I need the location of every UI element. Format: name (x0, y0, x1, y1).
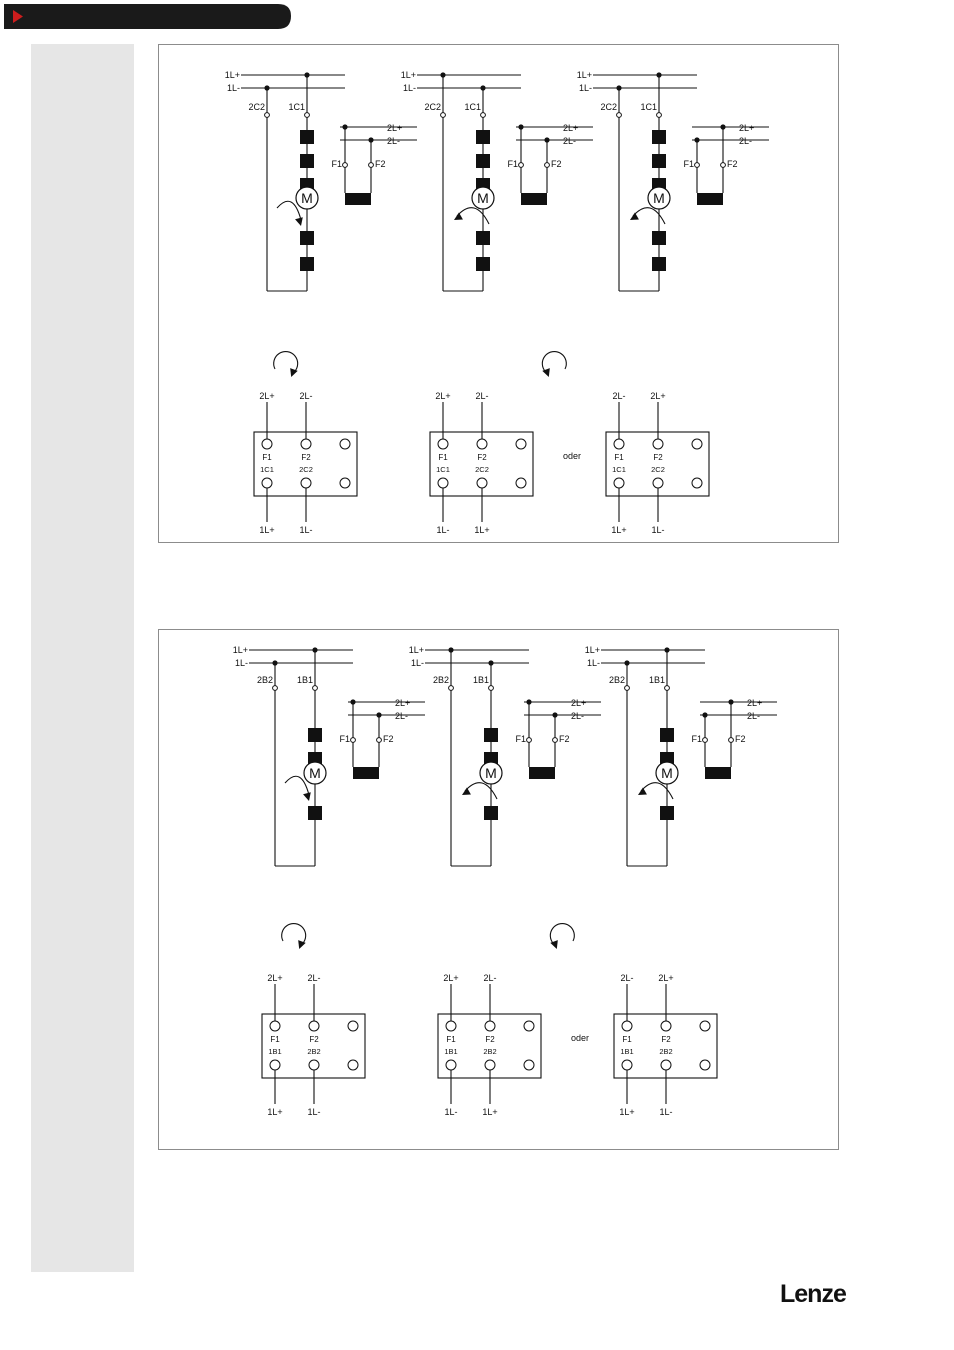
section-tab (4, 4, 291, 29)
label-armature-left: 2B2 (256, 675, 273, 685)
terminal-circle (348, 1021, 358, 1031)
rotation-arrow (638, 783, 673, 799)
winding-block (484, 728, 498, 742)
wiring-diagram-1 (159, 45, 838, 542)
terminal-circle (449, 686, 454, 691)
terminal-circle (519, 163, 524, 168)
terminal-circle (270, 1021, 280, 1031)
label-2L-plus: 2L+ (395, 698, 411, 708)
terminal-circle (524, 1060, 534, 1070)
label-top-right: 2L+ (650, 391, 666, 401)
label-F1: F1 (438, 453, 448, 462)
label-bottom-left: 1L+ (267, 1107, 283, 1117)
motor-label: M (309, 765, 321, 781)
label-2L-plus: 2L+ (739, 123, 755, 133)
terminal-circle (273, 686, 278, 691)
label-bottom-right: 1L- (659, 1107, 673, 1117)
winding-block (652, 257, 666, 271)
label-armature-left: 1C1 (436, 465, 450, 474)
winding-block (484, 806, 498, 820)
label-armature-left: 1C1 (612, 465, 626, 474)
arrow-head (295, 217, 303, 226)
motor-label: M (485, 765, 497, 781)
winding-block (300, 257, 314, 271)
terminal-circle (729, 738, 734, 743)
label-1L-plus: 1L+ (576, 70, 592, 80)
label-bottom-right: 1L- (651, 525, 665, 535)
rotation-arrow (462, 783, 497, 799)
terminal-circle (340, 439, 350, 449)
terminal-circle (653, 439, 663, 449)
label-F1: F1 (515, 734, 526, 744)
rotation-arrow (454, 208, 489, 224)
label-bottom-left: 1L+ (611, 525, 627, 535)
winding-block (652, 154, 666, 168)
terminal-circle (438, 478, 448, 488)
label-armature-right: 1C1 (288, 102, 305, 112)
wiring-diagram-2 (159, 630, 838, 1149)
arrow-head (303, 792, 311, 801)
label-top-left: 2L- (612, 391, 626, 401)
arrow-head (462, 788, 471, 795)
label-armature-right: 1B1 (296, 675, 313, 685)
motor-label: M (477, 190, 489, 206)
terminal-circle (446, 1060, 456, 1070)
label-1L-plus: 1L+ (400, 70, 416, 80)
winding-block (308, 728, 322, 742)
label-2L-plus: 2L+ (571, 698, 587, 708)
terminal-circle (625, 686, 630, 691)
terminal-circle (653, 478, 663, 488)
label-bottom-left: 1L- (444, 1107, 458, 1117)
label-bottom-left: 1L+ (619, 1107, 635, 1117)
label-F1: F1 (683, 159, 694, 169)
label-F2: F2 (375, 159, 386, 169)
winding-block (476, 130, 490, 144)
terminal-circle (343, 163, 348, 168)
terminal-circle (657, 113, 662, 118)
label-F1: F1 (262, 453, 272, 462)
label-armature-right: 2B2 (483, 1047, 497, 1056)
motor-label: M (301, 190, 313, 206)
terminal-circle (614, 478, 624, 488)
label-F1: F1 (446, 1035, 456, 1044)
label-F1: F1 (339, 734, 350, 744)
label-armature-right: 2C2 (651, 465, 665, 474)
winding-block (652, 231, 666, 245)
winding-block (300, 130, 314, 144)
terminal-circle (301, 439, 311, 449)
label-F1: F1 (614, 453, 624, 462)
label-bottom-left: 1L+ (259, 525, 275, 535)
label-1L-minus: 1L- (586, 658, 600, 668)
terminal-circle (524, 1021, 534, 1031)
label-F2: F2 (383, 734, 394, 744)
terminal-circle (700, 1060, 710, 1070)
terminal-circle (485, 1021, 495, 1031)
winding-block (660, 806, 674, 820)
terminal-circle (265, 113, 270, 118)
terminal-circle (305, 113, 310, 118)
terminal-circle (313, 686, 318, 691)
label-1L-minus: 1L- (402, 83, 416, 93)
label-2L-minus: 2L- (387, 136, 401, 146)
label-armature-right: 1C1 (640, 102, 657, 112)
winding-block (300, 231, 314, 245)
label-F2: F2 (661, 1035, 671, 1044)
label-1L-minus: 1L- (226, 83, 240, 93)
curved-arrow-icon (550, 924, 574, 949)
label-F2: F2 (653, 453, 663, 462)
label-top-right: 2L- (475, 391, 489, 401)
oder-label: oder (562, 451, 582, 461)
label-top-right: 2L- (307, 973, 321, 983)
label-bottom-left: 1L- (436, 525, 450, 535)
label-F2: F2 (477, 453, 487, 462)
label-top-left: 2L+ (259, 391, 275, 401)
arrow-head (454, 213, 463, 220)
terminal-circle (622, 1021, 632, 1031)
label-F2: F2 (301, 453, 311, 462)
terminal-circle (614, 439, 624, 449)
curved-arrow-icon (282, 924, 306, 949)
label-2L-plus: 2L+ (747, 698, 763, 708)
label-armature-left: 2C2 (248, 102, 265, 112)
label-armature-right: 1B1 (472, 675, 489, 685)
label-armature-left: 2C2 (600, 102, 617, 112)
label-1L-plus: 1L+ (224, 70, 240, 80)
label-F2: F2 (735, 734, 746, 744)
arrow-head (630, 213, 639, 220)
terminal-circle (369, 163, 374, 168)
label-armature-left: 2C2 (424, 102, 441, 112)
label-F2: F2 (485, 1035, 495, 1044)
label-F1: F1 (507, 159, 518, 169)
label-armature-right: 2B2 (307, 1047, 321, 1056)
label-2L-minus: 2L- (563, 136, 577, 146)
terminal-circle (489, 686, 494, 691)
label-armature-left: 1B1 (444, 1047, 458, 1056)
label-top-left: 2L+ (443, 973, 459, 983)
label-top-right: 2L- (299, 391, 313, 401)
terminal-circle (340, 478, 350, 488)
label-top-left: 2L- (620, 973, 634, 983)
label-bottom-right: 1L+ (474, 525, 490, 535)
label-armature-left: 2B2 (432, 675, 449, 685)
terminal-circle (516, 439, 526, 449)
terminal-circle (721, 163, 726, 168)
label-armature-right: 2B2 (659, 1047, 673, 1056)
label-F2: F2 (551, 159, 562, 169)
rotation-arrow (630, 208, 665, 224)
terminal-circle (665, 686, 670, 691)
label-F1: F1 (691, 734, 702, 744)
terminal-circle (477, 478, 487, 488)
terminal-circle (622, 1060, 632, 1070)
terminal-circle (377, 738, 382, 743)
label-bottom-right: 1L- (307, 1107, 321, 1117)
field-winding (521, 193, 547, 205)
field-winding (697, 193, 723, 205)
terminal-circle (348, 1060, 358, 1070)
terminal-circle (661, 1021, 671, 1031)
label-F1: F1 (622, 1035, 632, 1044)
label-armature-left: 2B2 (608, 675, 625, 685)
label-armature-left: 1C1 (260, 465, 274, 474)
label-1L-minus: 1L- (234, 658, 248, 668)
label-1L-plus: 1L+ (584, 645, 600, 655)
label-top-left: 2L+ (435, 391, 451, 401)
motor-label: M (653, 190, 665, 206)
label-F2: F2 (309, 1035, 319, 1044)
label-armature-left: 1B1 (620, 1047, 634, 1056)
motor-label: M (661, 765, 673, 781)
terminal-circle (441, 113, 446, 118)
label-2L-minus: 2L- (747, 711, 761, 721)
diagram-panel-1 (158, 44, 839, 543)
label-bottom-right: 1L- (299, 525, 313, 535)
terminal-circle (617, 113, 622, 118)
label-2L-plus: 2L+ (563, 123, 579, 133)
terminal-circle (481, 113, 486, 118)
winding-block (660, 728, 674, 742)
terminal-circle (661, 1060, 671, 1070)
terminal-circle (692, 439, 702, 449)
winding-block (476, 154, 490, 168)
label-2L-minus: 2L- (739, 136, 753, 146)
label-armature-left: 1B1 (268, 1047, 282, 1056)
winding-block (300, 154, 314, 168)
label-2L-plus: 2L+ (387, 123, 403, 133)
label-armature-right: 2C2 (299, 465, 313, 474)
label-F2: F2 (559, 734, 570, 744)
terminal-circle (309, 1060, 319, 1070)
terminal-circle (262, 478, 272, 488)
label-armature-right: 1C1 (464, 102, 481, 112)
winding-block (652, 130, 666, 144)
label-F1: F1 (331, 159, 342, 169)
arrow-head (638, 788, 647, 795)
terminal-circle (438, 439, 448, 449)
terminal-circle (692, 478, 702, 488)
label-2L-minus: 2L- (395, 711, 409, 721)
label-1L-minus: 1L- (578, 83, 592, 93)
field-winding (353, 767, 379, 779)
label-1L-plus: 1L+ (408, 645, 424, 655)
terminal-circle (485, 1060, 495, 1070)
terminal-circle (309, 1021, 319, 1031)
curved-arrow-icon (274, 352, 298, 377)
terminal-circle (553, 738, 558, 743)
label-top-left: 2L+ (267, 973, 283, 983)
label-1L-plus: 1L+ (232, 645, 248, 655)
terminal-circle (301, 478, 311, 488)
label-top-right: 2L- (483, 973, 497, 983)
side-margin-bar (31, 44, 134, 1272)
winding-block (308, 806, 322, 820)
field-winding (705, 767, 731, 779)
terminal-circle (700, 1021, 710, 1031)
terminal-circle (446, 1021, 456, 1031)
label-armature-right: 1B1 (648, 675, 665, 685)
field-winding (529, 767, 555, 779)
terminal-circle (695, 163, 700, 168)
terminal-circle (270, 1060, 280, 1070)
terminal-circle (477, 439, 487, 449)
label-top-right: 2L+ (658, 973, 674, 983)
field-winding (345, 193, 371, 205)
diagram-panel-2 (158, 629, 839, 1150)
label-F1: F1 (270, 1035, 280, 1044)
terminal-circle (516, 478, 526, 488)
terminal-circle (545, 163, 550, 168)
label-1L-minus: 1L- (410, 658, 424, 668)
label-bottom-right: 1L+ (482, 1107, 498, 1117)
label-F2: F2 (727, 159, 738, 169)
label-2L-minus: 2L- (571, 711, 585, 721)
winding-block (476, 257, 490, 271)
lenze-logo: Lenze (780, 1280, 846, 1308)
terminal-circle (351, 738, 356, 743)
curved-arrow-icon (542, 352, 566, 377)
winding-block (476, 231, 490, 245)
oder-label: oder (570, 1033, 590, 1043)
label-armature-right: 2C2 (475, 465, 489, 474)
terminal-circle (703, 738, 708, 743)
terminal-circle (262, 439, 272, 449)
terminal-circle (527, 738, 532, 743)
